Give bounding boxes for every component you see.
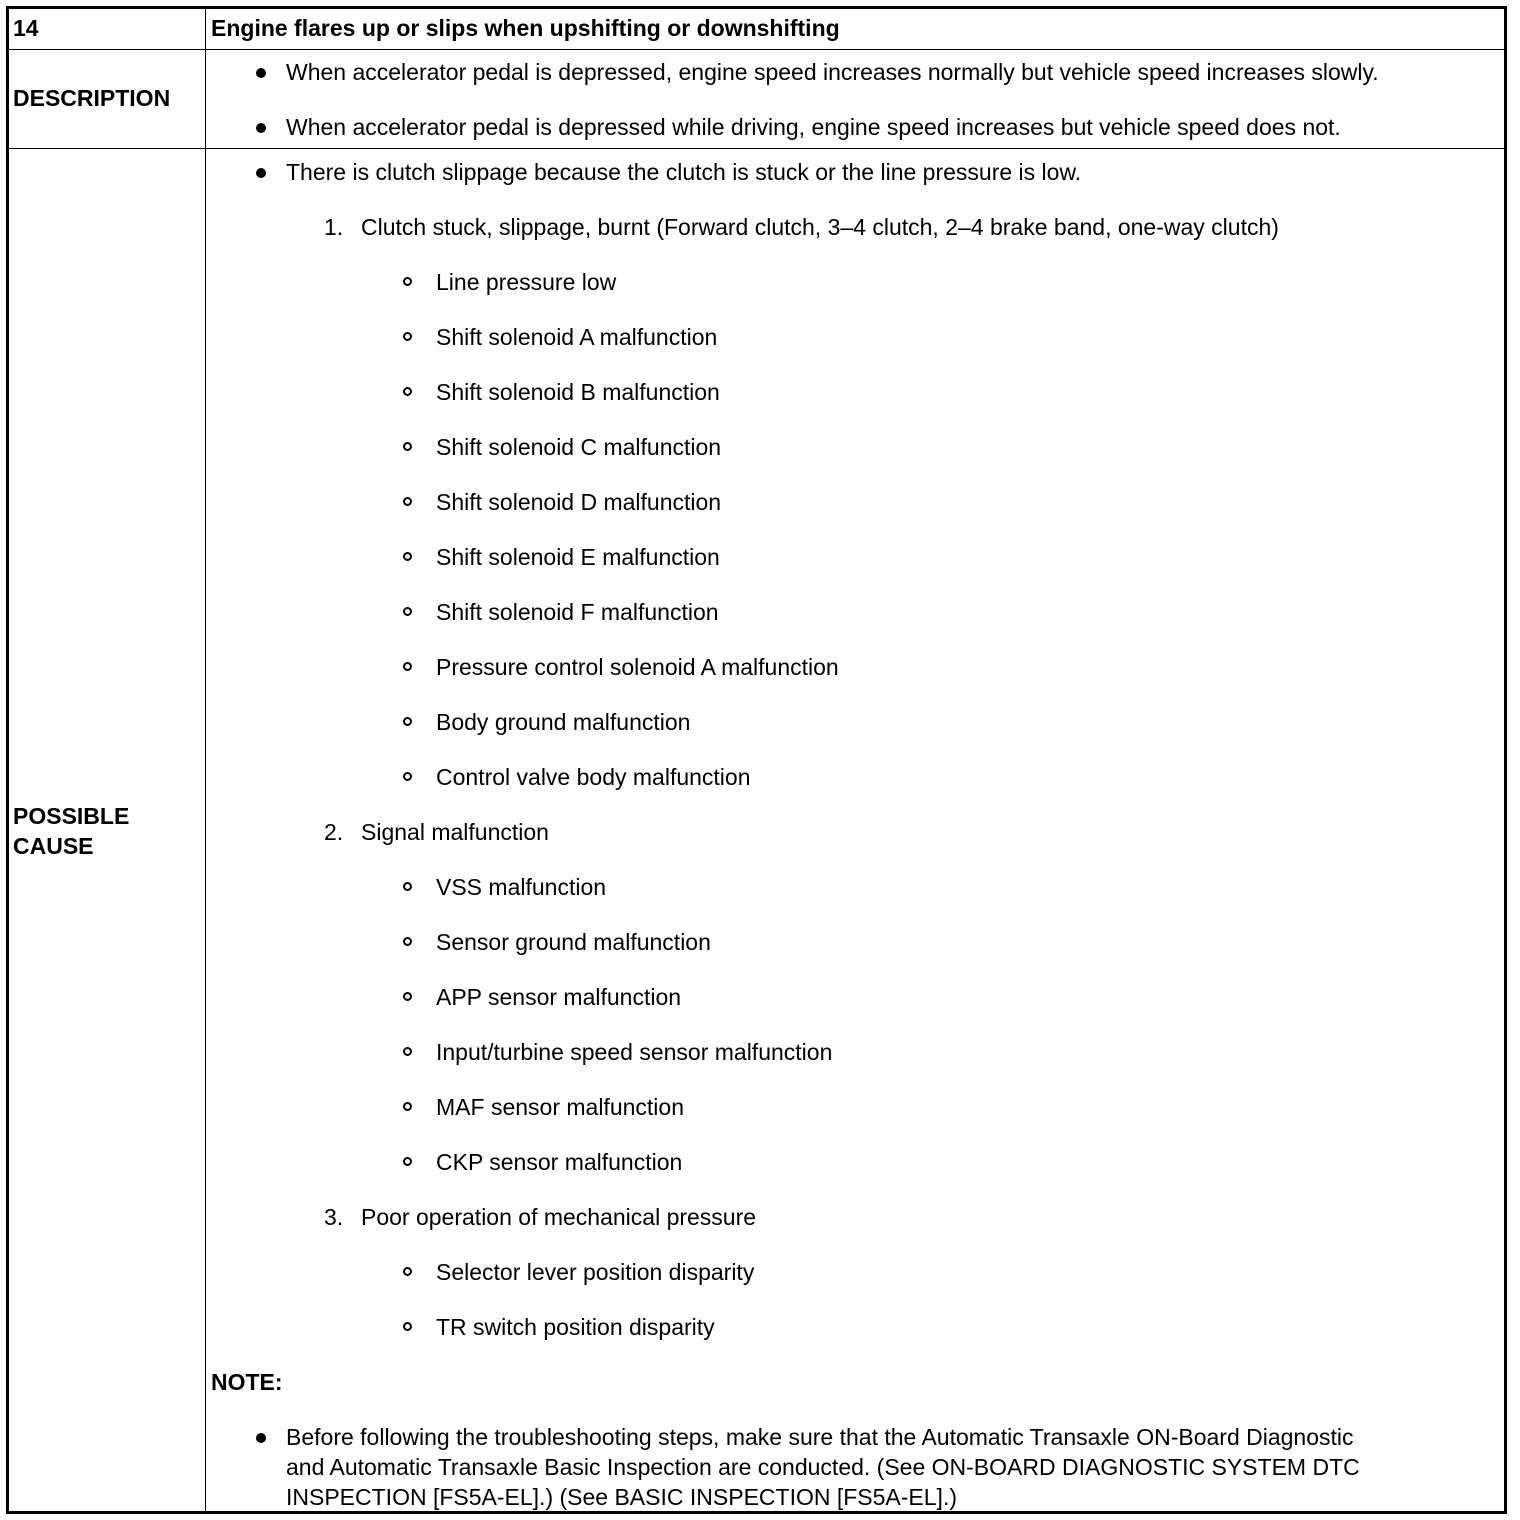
circle-bullet-icon <box>403 992 412 1001</box>
cause-item: Line pressure low <box>436 269 617 295</box>
item-title: Engine flares up or slips when upshifting or downshifting <box>211 15 840 41</box>
note-line: and Automatic Transaxle Basic Inspection are conducted. (See ON-BOARD DIAGNOSTIC SYSTEM DTC <box>286 1454 1360 1480</box>
circle-bullet-icon <box>403 1047 412 1056</box>
circle-bullet-icon <box>403 662 412 671</box>
cause-item: MAF sensor malfunction <box>436 1094 684 1120</box>
table-header-row <box>9 9 1504 50</box>
circle-bullet-icon <box>403 1267 412 1276</box>
circle-bullet-icon <box>403 387 412 396</box>
cause-item: Selector lever position disparity <box>436 1259 755 1285</box>
possible-cause-row <box>9 149 1504 1511</box>
circle-bullet-icon <box>403 277 412 286</box>
bullet-icon <box>256 168 266 178</box>
group-number: 3. <box>324 1204 344 1230</box>
bullet-icon <box>256 123 266 133</box>
circle-bullet-icon <box>403 1102 412 1111</box>
bullet-icon <box>256 68 266 78</box>
group-title: Clutch stuck, slippage, burnt (Forward clutch, 3–4 clutch, 2–4 brake band, one-way clutch) <box>361 214 1279 240</box>
cause-item: Shift solenoid A malfunction <box>436 324 718 350</box>
circle-bullet-icon <box>403 442 412 451</box>
description-label: DESCRIPTION <box>13 85 171 111</box>
cause-item: Shift solenoid B malfunction <box>436 379 720 405</box>
note-line: Before following the troubleshooting steps, make sure that the Automatic Transaxle ON-Board Diagnostic <box>286 1424 1354 1450</box>
cause-intro: There is clutch slippage because the clutch is stuck or the line pressure is low. <box>286 159 1082 185</box>
cause-item: CKP sensor malfunction <box>436 1149 683 1175</box>
possible-cause-label-line: POSSIBLE <box>13 803 130 829</box>
column-divider <box>205 149 206 1511</box>
cause-item: Control valve body malfunction <box>436 764 751 790</box>
circle-bullet-icon <box>403 772 412 781</box>
cause-item: APP sensor malfunction <box>436 984 682 1010</box>
cause-item: Shift solenoid E malfunction <box>436 544 720 570</box>
description-row <box>9 49 1504 149</box>
column-divider <box>205 49 206 148</box>
cause-item: Shift solenoid F malfunction <box>436 599 719 625</box>
circle-bullet-icon <box>403 1322 412 1331</box>
circle-bullet-icon <box>403 497 412 506</box>
note-label: NOTE: <box>211 1369 283 1395</box>
possible-cause-label-line: CAUSE <box>13 833 94 859</box>
group-number: 2. <box>324 819 344 845</box>
description-item: When accelerator pedal is depressed while driving, engine speed increases but vehicle speed does not. <box>286 114 1341 140</box>
cause-item: Shift solenoid C malfunction <box>436 434 722 460</box>
circle-bullet-icon <box>403 552 412 561</box>
circle-bullet-icon <box>403 937 412 946</box>
cause-item: Body ground malfunction <box>436 709 691 735</box>
item-number: 14 <box>13 15 39 41</box>
circle-bullet-icon <box>403 607 412 616</box>
group-title: Signal malfunction <box>361 819 549 845</box>
circle-bullet-icon <box>403 717 412 726</box>
circle-bullet-icon <box>403 1157 412 1166</box>
circle-bullet-icon <box>403 332 412 341</box>
cause-item: Input/turbine speed sensor malfunction <box>436 1039 833 1065</box>
circle-bullet-icon <box>403 882 412 891</box>
note-line: INSPECTION [FS5A-EL].) (See BASIC INSPECTION [FS5A-EL].) <box>286 1484 957 1510</box>
cause-item: TR switch position disparity <box>436 1314 715 1340</box>
possible-cause-label <box>13 801 201 861</box>
group-number: 1. <box>324 214 344 240</box>
description-item: When accelerator pedal is depressed, engine speed increases normally but vehicle speed increases slowly. <box>286 59 1379 85</box>
cause-item: Pressure control solenoid A malfunction <box>436 654 839 680</box>
bullet-icon <box>256 1433 266 1443</box>
troubleshooting-table <box>6 6 1507 1514</box>
cause-item: Sensor ground malfunction <box>436 929 711 955</box>
column-divider <box>205 9 206 49</box>
cause-item: VSS malfunction <box>436 874 607 900</box>
cause-item: Shift solenoid D malfunction <box>436 489 722 515</box>
group-title: Poor operation of mechanical pressure <box>361 1204 757 1230</box>
